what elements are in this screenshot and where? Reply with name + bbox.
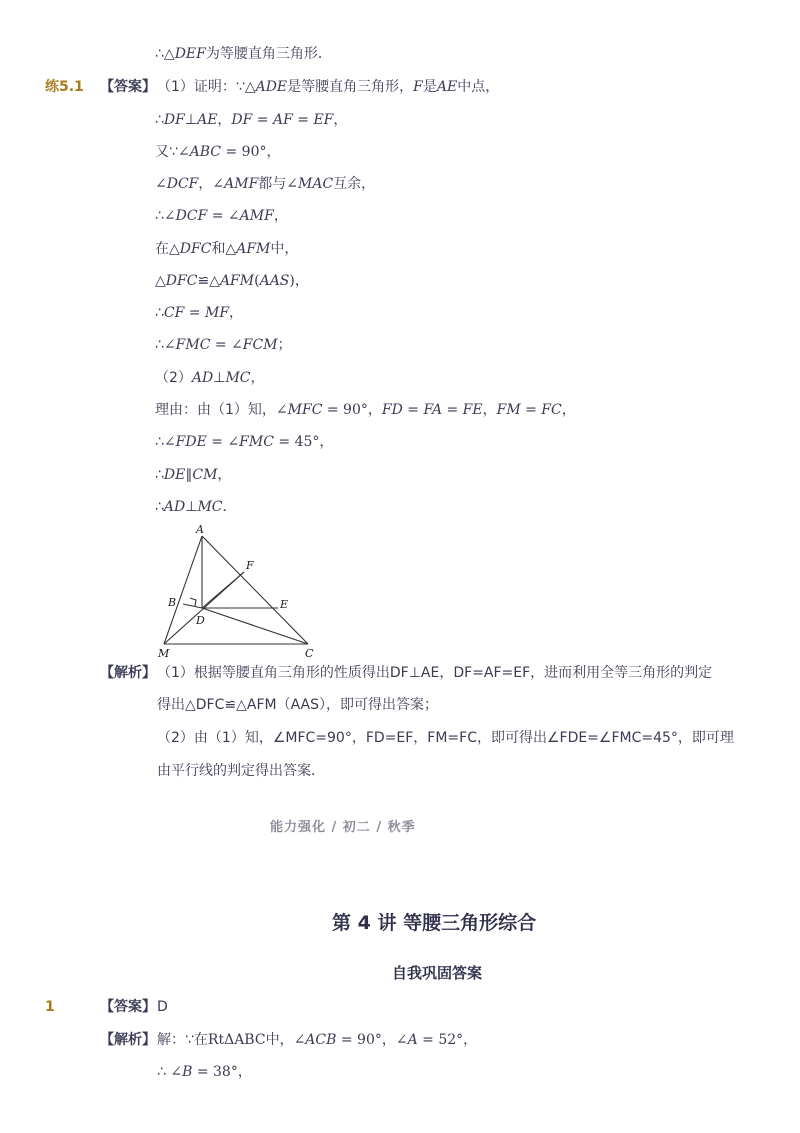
text-segment: ， — [266, 144, 281, 160]
label-m: M — [158, 647, 170, 660]
text-segment: △ — [155, 273, 166, 289]
math-segment: DFC — [165, 273, 198, 289]
proof-line — [155, 174, 375, 194]
proof-line — [155, 400, 576, 420]
section-title: 自我巩固答案 — [392, 964, 483, 982]
analysis-line: 由平行线的判定得出答案． — [157, 763, 325, 779]
math-segment: AE — [436, 79, 458, 95]
text-segment: ， — [217, 467, 232, 483]
proof-line — [155, 239, 298, 259]
segment-am — [164, 536, 202, 644]
proof-line — [155, 465, 231, 485]
text-segment: ， — [273, 208, 288, 224]
text-segment: ∴ — [155, 499, 164, 515]
text-segment: ∴ — [155, 208, 164, 224]
math-segment: DF — [163, 112, 185, 128]
math-segment: ∠DCF — [155, 176, 199, 192]
proof-line — [155, 432, 333, 452]
text-segment: ， — [367, 402, 382, 418]
text-segment: 又∵ — [155, 144, 178, 160]
math-segment: F — [413, 79, 423, 95]
math-segment: MC — [197, 499, 223, 515]
math-segment: = 90° — [221, 144, 267, 160]
segment-df — [202, 572, 244, 608]
answer-tag: 【答案】 — [100, 79, 156, 95]
analysis-line: （2）由（1）知，∠MFC=90°，FD=EF，FM=FC，即可得出∠FDE=∠FMC=45°，即可理 — [157, 730, 734, 746]
analysis-line: （1）根据等腰直角三角形的性质得出DF⊥AE，DF=AF=EF，进而利用全等三角形的判定 — [157, 665, 713, 681]
exercise-number: 练5.1 — [45, 79, 84, 95]
text-segment: ， — [250, 370, 265, 386]
text-segment: ∴ — [155, 434, 164, 450]
math-segment: MC — [225, 370, 251, 386]
math-segment: AFM — [219, 273, 255, 289]
math-segment: = 38° — [192, 1064, 238, 1080]
text-segment: （2） — [155, 370, 192, 386]
text-segment: 理由：由（1）知， — [155, 402, 276, 418]
answer-tag: 【答案】 — [100, 999, 156, 1015]
math-segment: ∠MAC — [286, 176, 334, 192]
text-segment: ∴ — [155, 467, 164, 483]
text-segment: ， — [294, 273, 309, 289]
proof-line — [157, 77, 499, 97]
text-segment: ， — [319, 434, 334, 450]
text-segment: ， — [333, 112, 348, 128]
math-segment: = 45° — [273, 434, 320, 450]
text-segment: 都与 — [258, 176, 287, 192]
text-segment: ， — [237, 1064, 252, 1080]
conclusion-line: ∴△DEF为等腰直角三角形． — [155, 46, 332, 62]
math-segment: ∠FDE = ∠FMC — [163, 434, 274, 450]
text-segment: 是等腰直角三角形， — [287, 79, 414, 95]
math-segment: AD — [191, 370, 214, 386]
text-segment: 中， — [270, 241, 299, 257]
text-segment: （1）证明：∵△ — [157, 79, 256, 95]
math-segment: CF = MF — [163, 305, 230, 321]
proof-line — [155, 497, 237, 517]
text-segment: ≌△ — [197, 273, 220, 289]
text-segment: ， — [482, 402, 497, 418]
math-segment: CM — [192, 467, 218, 483]
proof-line — [155, 368, 265, 388]
math-segment: AE — [197, 112, 218, 128]
text-segment: ∴ — [155, 305, 164, 321]
q1-analysis-line — [157, 1062, 252, 1082]
text-segment: 互余， — [333, 176, 376, 192]
text-segment: 中， — [265, 1032, 294, 1048]
geometry-figure — [150, 520, 325, 660]
math-segment: AAS — [259, 273, 290, 289]
math-segment: AFM — [236, 241, 271, 257]
text-segment: ， — [381, 1032, 396, 1048]
text-segment: ， — [229, 305, 244, 321]
math-segment: ∠AMF — [212, 176, 259, 192]
text-segment: 是 — [422, 79, 437, 95]
label-a: A — [196, 523, 204, 536]
math-segment: ∠ABC — [177, 144, 222, 160]
proof-line — [155, 206, 288, 226]
text-segment: 在△ — [155, 241, 180, 257]
math-segment: DE — [163, 467, 186, 483]
answer-value: D — [157, 999, 168, 1015]
text-segment: ⊥ — [184, 112, 198, 128]
text-segment: ⊥ — [185, 499, 198, 515]
math-segment: DF = AF = EF — [231, 112, 334, 128]
question-number: 1 — [45, 999, 55, 1015]
math-segment: AD — [163, 499, 186, 515]
label-b: B — [168, 596, 177, 609]
proof-line — [155, 271, 309, 291]
math-segment: ∠A — [395, 1032, 418, 1048]
math-segment: FD = FA = FE — [381, 402, 483, 418]
label-c: C — [305, 647, 314, 660]
math-segment: ∠B — [170, 1064, 193, 1080]
page-footer: 能力强化 / 初二 / 秋季 — [270, 820, 416, 835]
segment-dc — [202, 608, 308, 644]
text-segment: 中点， — [457, 79, 500, 95]
text-segment: ⊥ — [213, 370, 226, 386]
math-segment: ∠ACB — [293, 1032, 337, 1048]
segment-bd — [183, 604, 202, 608]
text-segment: 解：∵在 — [157, 1032, 208, 1048]
proof-line — [155, 110, 347, 130]
analysis-line: 得出△DFC≌△AFM（AAS），即可得出答案； — [157, 697, 439, 713]
analysis-tag: 【解析】 — [100, 665, 156, 681]
label-f: F — [246, 559, 254, 572]
q1-analysis-line — [157, 1030, 477, 1050]
math-segment: ∠DCF = ∠AMF — [163, 208, 274, 224]
segment-ac — [202, 536, 308, 644]
label-e: E — [280, 598, 289, 611]
math-segment: ∠FMC = ∠FCM — [163, 337, 278, 353]
text-segment: ； — [277, 337, 292, 353]
math-segment: = 90° — [336, 1032, 382, 1048]
text-segment: 和△ — [211, 241, 237, 257]
math-segment: ∠MFC — [275, 402, 323, 418]
math-segment: = 52° — [417, 1032, 464, 1048]
text-segment: ． — [222, 499, 237, 515]
text-segment: ， — [561, 402, 576, 418]
proof-line — [155, 335, 292, 355]
chapter-title: 第 4 讲 等腰三角形综合 — [332, 912, 537, 934]
label-d: D — [196, 614, 205, 627]
math-segment: ADE — [255, 79, 288, 95]
math-segment: ) — [289, 273, 295, 289]
text-segment: ， — [463, 1032, 478, 1048]
text-segment: ， — [198, 176, 213, 192]
text-segment: ∴ — [157, 1064, 171, 1080]
text-segment: ∥ — [185, 467, 193, 483]
text-segment: ∴ — [155, 112, 164, 128]
math-segment: DFC — [179, 241, 212, 257]
math-segment: = 90° — [322, 402, 368, 418]
proof-line — [155, 303, 243, 323]
analysis-tag: 【解析】 — [100, 1032, 156, 1048]
right-angle-mark — [190, 598, 196, 606]
math-segment: FM = FC — [496, 402, 562, 418]
proof-line — [155, 142, 280, 162]
text-segment: ∴ — [155, 337, 164, 353]
math-segment: ( — [254, 273, 260, 289]
math-segment: RtΔABC — [207, 1032, 266, 1048]
text-segment: ， — [217, 112, 232, 128]
